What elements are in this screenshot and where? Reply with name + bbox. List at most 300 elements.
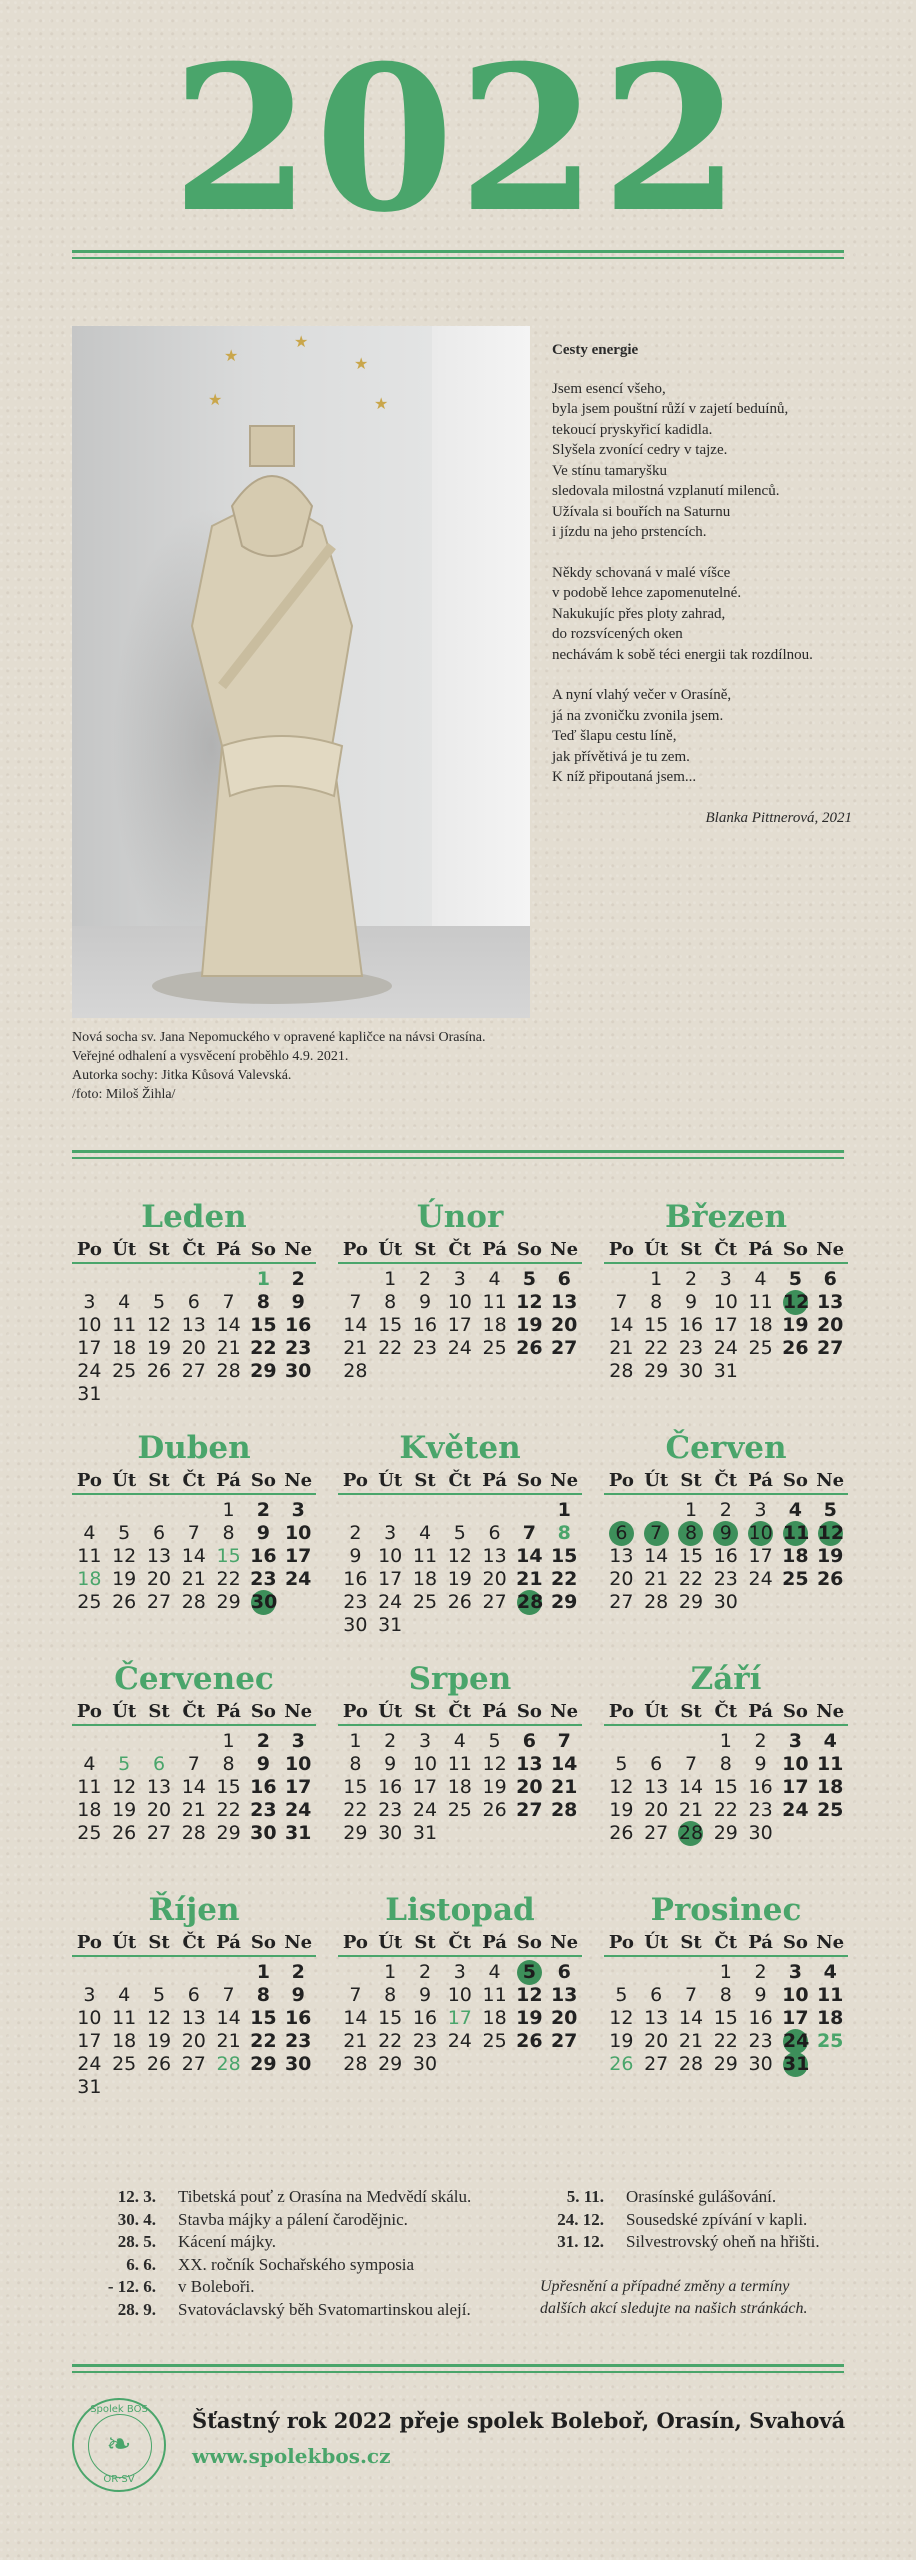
calendar-day: 20	[816, 1314, 844, 1336]
calendar-day: 10	[412, 1753, 438, 1775]
calendar-day: 23	[378, 1799, 403, 1821]
calendar-day: 11	[816, 1753, 844, 1775]
footer-divider	[72, 2364, 844, 2373]
calendar-day: 21	[678, 2030, 704, 2052]
calendar-day: 12	[817, 1522, 845, 1544]
star-icon: ★	[354, 354, 369, 373]
month-grid	[72, 1469, 316, 1614]
calendar-day: 19	[112, 1799, 137, 1821]
calendar-day: 12	[447, 1545, 472, 1567]
calendar-day: 10	[447, 1291, 472, 1313]
calendar-day: 28	[516, 1591, 544, 1613]
event-text: Tibetská pouť z Orasína na Medvědí skálu.	[178, 2187, 472, 2206]
calendar-day: 10	[748, 1522, 773, 1544]
month-name: Únor	[416, 1199, 504, 1235]
month-block	[604, 1658, 848, 1845]
weekday-header: Út	[373, 1238, 408, 1264]
calendar-day: 24	[713, 1337, 738, 1359]
calendar-day: 21	[181, 1799, 206, 1821]
calendar-day: 29	[343, 1822, 368, 1844]
calendar-day: 5	[152, 1984, 166, 2006]
month-block	[604, 1196, 848, 1383]
calendar-day: 27	[516, 1799, 543, 1821]
month-grid	[604, 1469, 848, 1614]
calendar-day: 28	[343, 1360, 368, 1382]
weekday-header: So	[246, 1469, 281, 1495]
poem-stanza	[552, 379, 852, 543]
weekday-header: Po	[338, 1700, 373, 1726]
weekday-header: St	[142, 1700, 177, 1726]
calendar-day: 18	[816, 1776, 844, 1798]
month-grid	[72, 1238, 316, 1406]
calendar-day: 2	[719, 1499, 732, 1521]
calendar-day: 25	[482, 2030, 507, 2052]
calendar-day: 8	[674, 1522, 709, 1545]
calendar-day: 1	[222, 1499, 235, 1521]
event-item	[520, 2209, 820, 2232]
calendar-day: 29	[250, 1360, 277, 1382]
calendar-day: 10	[284, 1522, 312, 1544]
event-date: - 12. 6.	[107, 2277, 156, 2296]
weekday-header: Čt	[708, 1700, 743, 1726]
weekday-header: Út	[373, 1931, 408, 1957]
month-grid	[604, 1931, 848, 2076]
calendar-day: 1	[719, 1961, 732, 1983]
calendar-day: 1	[650, 1268, 663, 1290]
calendar-day: 22	[216, 1568, 241, 1590]
calendar-day: 7	[557, 1730, 571, 1752]
weekday-header: Po	[72, 1700, 107, 1726]
calendar-day: 26	[447, 1591, 472, 1613]
calendar-day: 1	[349, 1730, 362, 1752]
calendar-day: 15	[378, 2007, 403, 2029]
calendar-day: 9	[754, 1753, 767, 1775]
calendar-day: 5	[152, 1291, 166, 1313]
weekday-header: Po	[604, 1238, 639, 1264]
calendar-day: 17	[284, 1776, 312, 1798]
calendar-day: 3	[453, 1961, 466, 1983]
calendar-day: 16	[412, 1314, 438, 1336]
calendar-day: 5	[823, 1499, 837, 1521]
poem-author: Blanka Pittnerová, 2021	[705, 809, 852, 826]
calendar-divider-top	[72, 1150, 844, 1159]
calendar-day: 26	[516, 1337, 543, 1359]
poem-stanza	[552, 685, 852, 788]
poem-line: v podobě lehce zapomenutelné.	[552, 585, 742, 601]
calendar-day: 12	[112, 1776, 137, 1798]
calendar-day: 4	[83, 1522, 96, 1544]
calendar-day: 24	[378, 1591, 403, 1613]
weekday-header: Ne	[281, 1931, 316, 1957]
calendar-day: 14	[216, 2007, 241, 2029]
calendar-day: 3	[83, 1291, 96, 1313]
calendar-day: 20	[516, 1776, 543, 1798]
calendar-day: 24	[447, 1337, 472, 1359]
calendar-day: 25	[748, 1337, 773, 1359]
calendar-day: 2	[684, 1268, 698, 1290]
poem-line: tekoucí pryskyřicí kadidla.	[552, 421, 713, 438]
weekday-header: St	[142, 1469, 177, 1495]
calendar-day: 28	[644, 1591, 669, 1613]
poem-line: A nyní vlahý večer v Orasíně,	[552, 687, 732, 703]
weekday-header: Čt	[708, 1469, 743, 1495]
weekday-header: Pá	[743, 1469, 778, 1495]
event-text: Sousedské zpívání v kapli.	[626, 2209, 808, 2229]
calendar-day: 3	[418, 1730, 432, 1752]
calendar-day: 1	[384, 1268, 397, 1290]
calendar-day: 15	[216, 1545, 241, 1567]
calendar-day: 6	[650, 1984, 663, 2006]
calendar-day: 21	[343, 2030, 368, 2052]
calendar-day: 16	[284, 2007, 312, 2029]
calendar-day: 5	[118, 1753, 131, 1775]
calendar-day: 30	[343, 1614, 368, 1636]
calendar-day: 9	[754, 1984, 767, 2006]
calendar-day: 29	[713, 1822, 738, 1844]
calendar-day: 10	[284, 1753, 312, 1775]
weekday-header: St	[408, 1931, 443, 1957]
calendar-day: 27	[644, 1822, 669, 1844]
calendar-day: 26	[816, 1568, 844, 1590]
calendar-day: 15	[216, 1776, 241, 1798]
calendar-day: 2	[754, 1961, 767, 1983]
weekday-header: Po	[72, 1238, 107, 1264]
calendar-day: 11	[482, 1984, 507, 2006]
event-date: 6. 6.	[126, 2254, 156, 2274]
month-grid	[338, 1469, 582, 1637]
calendar-day: 26	[146, 1360, 172, 1382]
calendar-day: 25	[112, 2053, 137, 2075]
event-item	[72, 2209, 471, 2232]
month-name: Květen	[399, 1430, 521, 1466]
calendar-day: 13	[644, 1776, 669, 1798]
calendar-day: 1	[719, 1730, 732, 1752]
event-item	[72, 2186, 471, 2209]
calendar-day: 22	[343, 1799, 368, 1821]
calendar-day: 19	[782, 1314, 809, 1336]
spolek-logo	[72, 2398, 166, 2492]
calendar-day: 29	[250, 2053, 277, 2075]
weekday-header: Ne	[547, 1469, 582, 1495]
calendar-day: 20	[550, 1314, 578, 1336]
calendar-day: 19	[447, 1568, 472, 1590]
month-grid	[72, 1931, 316, 2099]
calendar-day: 16	[412, 2007, 438, 2029]
calendar-day: 13	[609, 1545, 634, 1567]
calendar-day: 23	[412, 2030, 438, 2052]
poem-line: K níž připoutaná jsem...	[552, 769, 697, 785]
calendar-day: 24	[284, 1568, 312, 1590]
calendar-day: 23	[343, 1591, 368, 1613]
calendar-day: 8	[384, 1984, 397, 2006]
calendar-day: 30	[250, 1591, 278, 1613]
calendar-day: 4	[118, 1291, 131, 1313]
calendar-day: 16	[284, 1314, 312, 1336]
weekday-header: Pá	[477, 1469, 512, 1495]
header-divider	[72, 250, 844, 259]
weekday-header: Út	[639, 1238, 674, 1264]
calendar-day: 8	[384, 1291, 397, 1313]
calendar-day: 27	[816, 1337, 844, 1359]
calendar-day: 1	[557, 1499, 571, 1521]
calendar-day: 24	[77, 1360, 102, 1382]
weekday-header: Po	[72, 1469, 107, 1495]
calendar-day: 26	[482, 1799, 507, 1821]
calendar-day: 9	[384, 1753, 397, 1775]
calendar-day: 8	[719, 1753, 732, 1775]
poem-line: sledovala milostná vzplanutí milenců.	[552, 483, 780, 499]
calendar-day: 22	[250, 1337, 277, 1359]
calendar-day: 20	[181, 2030, 206, 2052]
calendar-day: 3	[788, 1730, 802, 1752]
calendar-day: 29	[216, 1591, 241, 1613]
month-block	[72, 1889, 316, 2099]
calendar-day: 3	[453, 1268, 466, 1290]
weekday-header: Pá	[477, 1238, 512, 1264]
calendar-day: 21	[516, 1568, 543, 1590]
weekday-header: St	[408, 1238, 443, 1264]
calendar-day: 3	[291, 1499, 305, 1521]
calendar-day: 1	[256, 1268, 270, 1290]
calendar-day: 28	[216, 2053, 241, 2075]
weekday-header: St	[674, 1469, 709, 1495]
calendar-day: 4	[823, 1961, 837, 1983]
month-block	[72, 1658, 316, 1845]
weekday-header: Út	[373, 1469, 408, 1495]
calendar-day: 28	[609, 1360, 634, 1382]
calendar-day: 16	[378, 1776, 403, 1798]
calendar-day: 10	[77, 1314, 102, 1336]
note-line: dalších akcí sledujte na našich stránkách.	[540, 2300, 808, 2317]
calendar-day: 11	[816, 1984, 844, 2006]
calendar-day: 4	[488, 1961, 501, 1983]
calendar-day: 8	[719, 1984, 732, 2006]
calendar-day: 12	[482, 1753, 507, 1775]
calendar-day: 29	[678, 1591, 704, 1613]
calendar-day: 7	[349, 1291, 362, 1313]
weekday-header: Út	[373, 1700, 408, 1726]
month-block	[338, 1427, 582, 1637]
calendar-day: 1	[384, 1961, 397, 1983]
calendar-day: 18	[748, 1314, 773, 1336]
calendar-day: 25	[782, 1568, 809, 1590]
calendar-day: 14	[181, 1545, 206, 1567]
calendar-day: 2	[291, 1268, 305, 1290]
month-grid	[72, 1700, 316, 1845]
star-icon: ★	[208, 390, 223, 409]
month-name: Říjen	[148, 1892, 240, 1928]
calendar-day: 30	[250, 1822, 277, 1844]
calendar-day: 20	[181, 1337, 206, 1359]
event-date: 12. 3.	[117, 2187, 156, 2206]
weekday-header: Čt	[708, 1238, 743, 1264]
calendar-day: 18	[112, 1337, 137, 1359]
calendar-day: 4	[118, 1984, 131, 2006]
star-icon: ★	[374, 394, 389, 413]
poem-line: Nakukujíc přes ploty zahrad,	[552, 605, 726, 622]
event-text: XX. ročník Sochařského symposia	[178, 2254, 415, 2274]
calendar-day: 6	[823, 1268, 837, 1290]
event-text: Kácení májky.	[178, 2232, 277, 2251]
weekday-header: Ne	[547, 1238, 582, 1264]
calendar-day: 27	[482, 1591, 507, 1613]
month-name: Prosinec	[650, 1892, 802, 1928]
month-block	[338, 1658, 582, 1845]
calendar-day: 16	[678, 1314, 704, 1336]
calendar-day: 30	[713, 1591, 738, 1613]
calendar-day: 28	[550, 1799, 578, 1821]
calendar-day: 26	[146, 2053, 172, 2075]
calendar-day: 23	[713, 1568, 738, 1590]
calendar-day: 30	[748, 1822, 773, 1844]
calendar-day: 6	[650, 1753, 663, 1775]
calendar-day: 28	[216, 1360, 241, 1382]
calendar-day: 28	[181, 1822, 206, 1844]
weekday-header: Pá	[743, 1700, 778, 1726]
calendar-day: 27	[146, 1822, 172, 1844]
calendar-day: 1	[222, 1730, 235, 1752]
calendar-day: 30	[284, 1360, 312, 1382]
calendar-day: 19	[146, 2030, 172, 2052]
weekday-header: St	[674, 1931, 709, 1957]
calendar-day: 29	[378, 2053, 403, 2075]
poem-line: nechávám k sobě téci energii tak rozdílnou.	[552, 646, 813, 663]
calendar-day: 21	[216, 2030, 241, 2052]
calendar-day: 14	[216, 1314, 241, 1336]
month-name: Leden	[141, 1199, 247, 1235]
calendar-day: 5	[453, 1522, 466, 1544]
calendar-day: 13	[816, 1291, 844, 1313]
calendar-day: 15	[550, 1545, 578, 1567]
calendar-day: 23	[250, 1799, 277, 1821]
calendar-day: 3	[291, 1730, 305, 1752]
footer-greeting: Šťastný rok 2022 přeje spolek Boleboř, Orasín, Svahová	[192, 2408, 846, 2433]
calendar-day: 25	[77, 1591, 102, 1613]
calendar-day: 15	[713, 1776, 738, 1798]
calendar-day: 9	[256, 1522, 270, 1544]
weekday-header: Pá	[211, 1700, 246, 1726]
calendar-day: 11	[447, 1753, 472, 1775]
calendar-day: 14	[550, 1753, 578, 1775]
calendar-day: 17	[782, 1776, 809, 1798]
calendar-day: 5	[788, 1268, 802, 1290]
calendar-day: 6	[604, 1522, 639, 1545]
weekday-header: Út	[107, 1931, 142, 1957]
month-block	[338, 1889, 582, 2076]
calendar-day: 13	[516, 1753, 543, 1775]
calendar-day: 23	[250, 1568, 277, 1590]
caption-line: Veřejné odhalení a vysvěcení proběhlo 4.9. 2021.	[72, 1049, 349, 1064]
calendar-day: 30	[378, 1822, 403, 1844]
calendar-day: 12	[146, 2007, 172, 2029]
calendar-day: 31	[284, 1822, 312, 1844]
calendar-day: 27	[550, 2030, 578, 2052]
calendar-day: 11	[112, 2007, 137, 2029]
calendar-day: 18	[77, 1568, 102, 1590]
calendar-day: 7	[684, 1753, 698, 1775]
poem-stanza	[552, 563, 852, 666]
calendar-day: 15	[378, 1314, 403, 1336]
calendar-day: 8	[222, 1753, 235, 1775]
calendar-day: 7	[222, 1291, 235, 1313]
calendar-day: 20	[609, 1568, 634, 1590]
calendar-day: 30	[412, 2053, 438, 2075]
calendar-day: 16	[713, 1545, 738, 1567]
footer-url[interactable]: www.spolekbos.cz	[192, 2444, 391, 2468]
calendar-day: 2	[256, 1499, 270, 1521]
weekday-header: St	[674, 1700, 709, 1726]
note-line: Upřesnění a případné změny a termíny	[540, 2278, 790, 2295]
poem-line: Teď šlapu cestu líně,	[552, 728, 677, 744]
weekday-header: So	[512, 1700, 547, 1726]
calendar-day: 4	[788, 1499, 802, 1521]
calendar-day: 23	[284, 2030, 312, 2052]
calendar-day: 13	[550, 1291, 578, 1313]
calendar-day: 28	[678, 2053, 704, 2075]
calendar-day: 5	[522, 1268, 536, 1290]
calendar-day: 4	[83, 1753, 96, 1775]
calendar-day: 20	[146, 1568, 172, 1590]
calendar-day: 22	[378, 1337, 403, 1359]
calendar-day: 23	[678, 1337, 704, 1359]
calendar-day: 22	[250, 2030, 277, 2052]
event-text: Svatováclavský běh Svatomartinskou alejí.	[178, 2299, 471, 2319]
calendar-day: 17	[748, 1545, 773, 1567]
calendar-day: 4	[823, 1730, 837, 1752]
logo-text-top: Spolek BOS	[90, 2404, 148, 2415]
month-block	[338, 1196, 582, 1383]
statue-figure	[72, 326, 530, 1018]
calendar-day: 12	[112, 1545, 137, 1567]
calendar-day: 13	[181, 2007, 206, 2029]
calendar-day: 4	[418, 1522, 432, 1544]
calendar-day: 20	[550, 2007, 578, 2029]
poem-line: Užívala si bouřích na Saturnu	[552, 503, 731, 520]
event-item	[520, 2186, 820, 2209]
calendar-day: 29	[216, 1822, 241, 1844]
calendar-day: 18	[412, 1568, 438, 1590]
calendar-day: 18	[482, 1314, 507, 1336]
calendar-day: 11	[112, 1314, 137, 1336]
calendar-day: 29	[644, 1360, 669, 1382]
month-name: Září	[690, 1661, 762, 1697]
weekday-header: Čt	[442, 1238, 477, 1264]
event-date: 28. 9.	[117, 2299, 156, 2319]
calendar-day: 24	[748, 1568, 773, 1590]
event-date: 30. 4.	[117, 2209, 156, 2229]
calendar-day: 2	[256, 1730, 270, 1752]
poem-line: i jízdu na jeho prstencích.	[552, 524, 707, 540]
month-grid	[338, 1700, 582, 1845]
weekday-header: St	[674, 1238, 709, 1264]
weekday-header: Čt	[442, 1469, 477, 1495]
poem-line: Slyšela zvonící cedry v tajze.	[552, 442, 728, 458]
calendar-day: 4	[488, 1268, 501, 1290]
weekday-header: So	[512, 1238, 547, 1264]
calendar-day: 27	[644, 2053, 669, 2075]
calendar-day: 27	[181, 1360, 206, 1382]
weekday-header: So	[512, 1931, 547, 1957]
poem-line: Ve stínu tamaryšku	[552, 462, 667, 479]
calendar-day: 25	[482, 1337, 507, 1359]
weekday-header: Čt	[442, 1931, 477, 1957]
calendar-day: 12	[146, 1314, 172, 1336]
calendar-day: 12	[516, 1291, 543, 1313]
weekday-header: St	[408, 1469, 443, 1495]
calendar-day: 23	[412, 1337, 438, 1359]
weekday-header: Pá	[743, 1931, 778, 1957]
calendar-day: 18	[77, 1799, 102, 1821]
